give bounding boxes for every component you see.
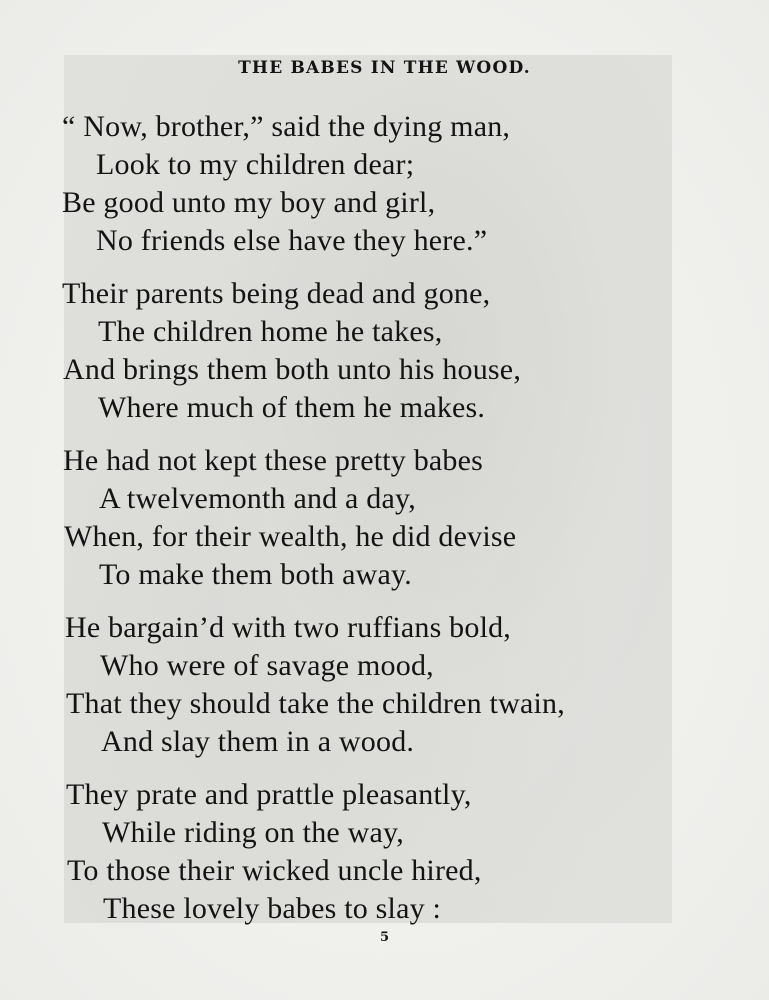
poem-line: He had not kept these pretty babes bbox=[63, 444, 484, 477]
poem-line: Their parents being dead and gone, bbox=[62, 277, 491, 310]
poem-line: To make them both away. bbox=[99, 558, 412, 591]
poem-line: Where much of them he makes. bbox=[98, 391, 486, 424]
poem-line: “ Now, brother,” said the dying man, bbox=[62, 110, 511, 143]
poem-line: Be good unto my boy and girl, bbox=[62, 186, 436, 219]
page-number: 5 bbox=[379, 930, 390, 945]
poem-line: No friends else have they here.” bbox=[96, 224, 488, 257]
poem-line: And brings them both unto his house, bbox=[63, 353, 522, 386]
poem-line: While riding on the way, bbox=[102, 816, 404, 849]
poem-line: Who were of savage mood, bbox=[100, 649, 434, 682]
poem-line: He bargain’d with two ruffians bold, bbox=[65, 611, 512, 644]
poem-line: And slay them in a wood. bbox=[101, 725, 415, 758]
poem-line: Look to my children dear; bbox=[96, 148, 415, 181]
poem-line: When, for their wealth, he did devise bbox=[64, 520, 517, 553]
poem-line: These lovely babes to slay : bbox=[103, 892, 442, 925]
poem-line: The children home he takes, bbox=[98, 315, 443, 348]
poem-line: They prate and prattle pleasantly, bbox=[66, 778, 472, 811]
page-header-title: THE BABES IN THE WOOD. bbox=[238, 58, 531, 78]
poem-line: To those their wicked uncle hired, bbox=[67, 854, 482, 887]
poem-line: A twelvemonth and a day, bbox=[99, 482, 416, 515]
poem-line: That they should take the children twain, bbox=[66, 687, 565, 720]
